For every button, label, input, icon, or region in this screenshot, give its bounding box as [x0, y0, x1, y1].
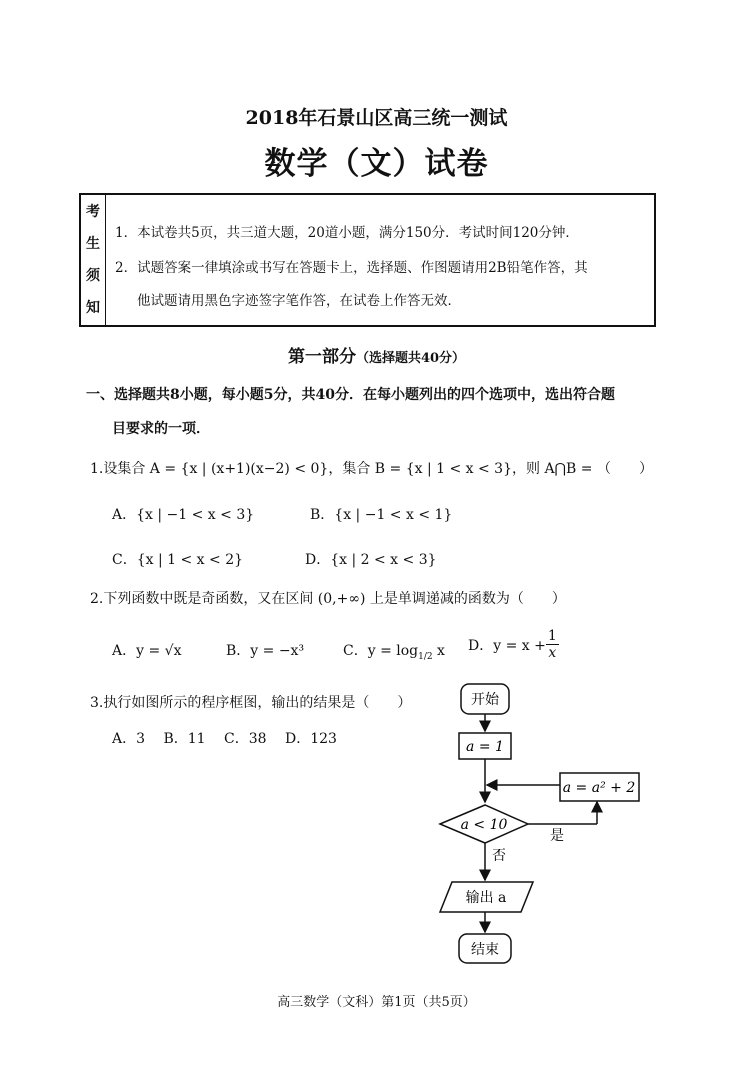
flowchart-output-label: 输出 a [465, 890, 507, 906]
exam-title: 2018年石景山区高三统一测试 [245, 107, 508, 129]
part-one-title: 第一部分 [287, 347, 356, 367]
exam-subtitle: 数学（文）试卷 [264, 146, 489, 182]
question-1-option-d: D．{x | 2 < x < 3} [305, 552, 437, 568]
question-3-options: A．3 B．11 C．38 D．123 [112, 731, 337, 747]
question-2-option-d-numerator: 1 [547, 628, 557, 644]
question-2-option-c-base: 1/2 [418, 651, 433, 662]
question-2-option-d-fraction [546, 628, 559, 661]
question-1-stem: 1.设集合 A = {x | (x+1)(x−2) < 0}，集合 B = {x | 1 < x < 3}，则 A⋂B = （ ） [90, 461, 653, 477]
question-1-option-b: B．{x | −1 < x < 1} [310, 507, 453, 523]
question-1-option-c: C．{x | 1 < x < 2} [112, 552, 244, 568]
flowchart-no-label: 否 [492, 848, 506, 864]
question-2-option-d-denominator: x [548, 645, 557, 661]
flowchart-start-label: 开始 [471, 692, 499, 708]
question-3-stem: 3.执行如图所示的程序框图，输出的结果是（ ） [90, 695, 412, 711]
page-footer: 高三数学（文科）第1页（共5页） [277, 995, 476, 1010]
part-one-note: （选择题共40分） [355, 351, 466, 366]
flowchart-condition-label: a < 10 [460, 817, 508, 833]
question-1-option-a: A．{x | −1 < x < 3} [112, 507, 255, 523]
flowchart-end-label: 结束 [471, 942, 499, 958]
question-2-option-d [468, 628, 559, 661]
notice-label-char: 知 [86, 300, 100, 316]
notice-label [81, 195, 106, 325]
question-2-option-c [343, 640, 445, 662]
flowchart-init-label: a = 1 [466, 739, 504, 755]
notice-line-1: 1．本试卷共5页，共三道大题，20道小题，满分150分．考试时间120分钟． [115, 225, 579, 241]
question-2-option-c-suffix: x [432, 643, 445, 659]
part-one-heading [0, 342, 753, 367]
flowchart-yes-label: 是 [550, 828, 564, 844]
notice-label-char: 须 [86, 268, 100, 284]
notice-label-char: 考 [86, 204, 100, 220]
question-2-option-d-prefix: D．y = x + [468, 637, 546, 654]
question-2-option-a: A．y = √x [112, 643, 182, 659]
question-2-option-c-prefix: C．y = log [343, 643, 419, 659]
flowchart-update-label: a = a² + 2 [562, 780, 636, 796]
section-one-instruction-2: 目要求的一项． [112, 421, 210, 437]
question-2-option-b: B．y = −x³ [226, 643, 305, 659]
program-flowchart [430, 680, 650, 970]
question-2-stem: 2.下列函数中既是奇函数，又在区间 (0,+∞) 上是单调递减的函数为（ ） [90, 591, 566, 607]
notice-label-char: 生 [86, 236, 100, 252]
examinee-notice-box [79, 193, 656, 327]
notice-line-3: 他试题请用黑色字迹签字笔作答，在试卷上作答无效． [137, 293, 461, 309]
section-one-instruction-1: 一、选择题共8小题，每小题5分，共40分．在每小题列出的四个选项中，选出符合题 [86, 387, 615, 403]
notice-line-2: 2．试题答案一律填涂或书写在答题卡上，选择题、作图题请用2B铅笔作答，其 [115, 260, 588, 276]
